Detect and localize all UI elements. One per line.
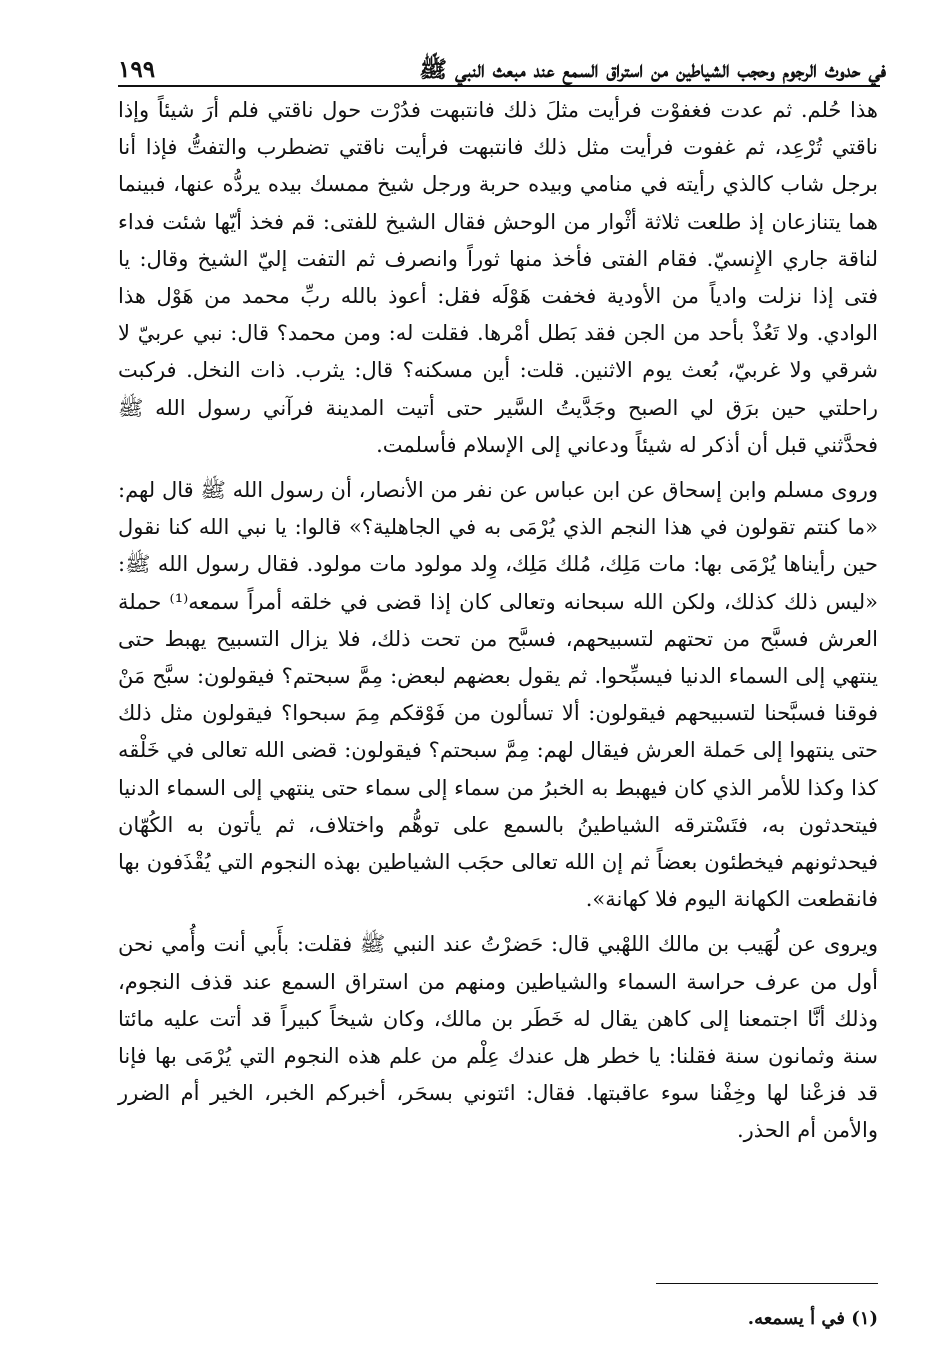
running-header <box>118 38 886 84</box>
chapter-title: في حدوث الرجوم وحجب الشياطين من استراق السمع عند مبعث النبي ﷺ <box>419 56 886 84</box>
footnote: (١) في أ يسمعه. <box>747 1308 878 1329</box>
paragraph: وروى مسلم وابن إسحاق عن ابن عباس عن نفر من الأنصار، أن رسول الله ﷺ قال لهم: «ما كنتم تقولون في هذا النجم الذي يُرْمَى به في الجاهلية؟» قالوا: يا نبي الله كنا نقول حين رأيناها يُرْمَى بها: مات مَلِك، مُلك مَلِك، وِلد مولود مات مولود. فقال رسول الله ﷺ: «ليس ذلك كذلك، ولكن الله سبحانه وتعالى كان إذا قضى في خلقه أمراً سمعه⁽¹⁾ حملة العرش فسبَّح من تحتهم لتسبيحهم، فسبَّح من تحت ذلك، فلا يزال التسبيح يهبط حتى ينتهي إلى السماء الدنيا فيسبِّحوا. ثم يقول بعضهم لبعض: مِمَّ سبحتم؟ فيقولون: سبَّح مَنْ فوقنا فسبَّحنا لتسبيحهم فيقولون: ألا تسألون من فَوْقكم مِمَ سبحوا؟ فيقولون مثل ذلك حتى ينتهوا إلى حَملة العرش فيقال لهم: مِمَّ سبحتم؟ فيقولون: قضى الله تعالى في خَلْقه كذا وكذا للأمر الذي كان فيهبط به الخبرُ من سماء إلى سماء حتى ينتهي إلى السماء الدنيا فيتحدثون به، فتَسْترقه الشياطينُ بالسمع على توهُّم واختلاف، ثم يأتون به الكُهّان فيحدثونهم فيخطئون بعضاً ثم إن الله تعالى حجَب الشياطين بهذه النجوم التي يُقْذَفون بها فانقطعت الكهانة اليوم فلا كهانة». <box>118 478 878 912</box>
page-number: ١٩٩ <box>118 56 156 84</box>
footnote-rule <box>656 1283 878 1284</box>
paragraph: هذا حُلم. ثم عدت فغفوْت فرأيت مثلَ ذلك فانتبهت فدُرْت حول ناقتي فلم أرَ شيئاً وإذا ناقتي تُرْعِد، ثم غفوت فرأيت مثل ذلك فانتبهت فرأيت ناقتي تضطرب والتفتُّ فإذا أنا برجل شاب كالذي رأيته في منامي وبيده حربة ورجل شيخ ممسك بيده يردُّه عنها، فبينما هما يتنازعان إذ طلعت ثلاثة أثْوار من الوحش فقال الشيخ للفتى: قم فخذ أيّها شئت فداء لناقة جاري الإِنسيّ. فقام الفتى فأخذ منها ثوراً وانصرف ثم التفت إليّ الشيخ وقال: يا فتى إذا نزلت وادياً من الأودية فخفت هَوْلَه فقل: أعوذ بالله ربِّ محمد من هَوْل هذا الوادي. ولا تَعُذْ بأحد من الجن فقد بَطل أمْرها. فقلت له: ومن محمد؟ قال: نبي عربيّ لا شرقي ولا غربيّ، بُعث يوم الاثنين. قلت: أين مسكنه؟ قال: يثرب. ذات النخل. فركبت راحلتي حين برَق لي الصبح وجَدَّيتُ السَّير حتى أتيت المدينة فرآني رسول الله ﷺ فحدَّثني قبل أن أذكر له شيئاً ودعاني إلى الإسلام فأسلمت. <box>118 98 878 457</box>
header-rule <box>118 85 880 87</box>
main-text <box>118 92 878 1150</box>
paragraph: ويروى عن لُهَيب بن مالك اللهْبي قال: حَضرْتُ عند النبي ﷺ فقلت: بأَبي أنت وأُمي نحن أول من عرف حراسة السماء والشياطين ومنهم من استراق السمع عند قذف النجوم، وذلك أنَّا اجتمعنا إلى كاهن يقال له خَطَر بن مالك، وكان شيخاً كبيراً قد أتت عليه مائتا سنة وثمانون سنة فقلنا: يا خطر هل عندك عِلْم من علم هذه النجوم التي يُرْمَى بها فإنا قد فزعْنا لها وخِفْنا سوء عاقبتها. فقال: ائتوني بسحَر، أخبركم الخبر، الخير أم الضرر والأمن أم الحذر. <box>118 932 878 1143</box>
